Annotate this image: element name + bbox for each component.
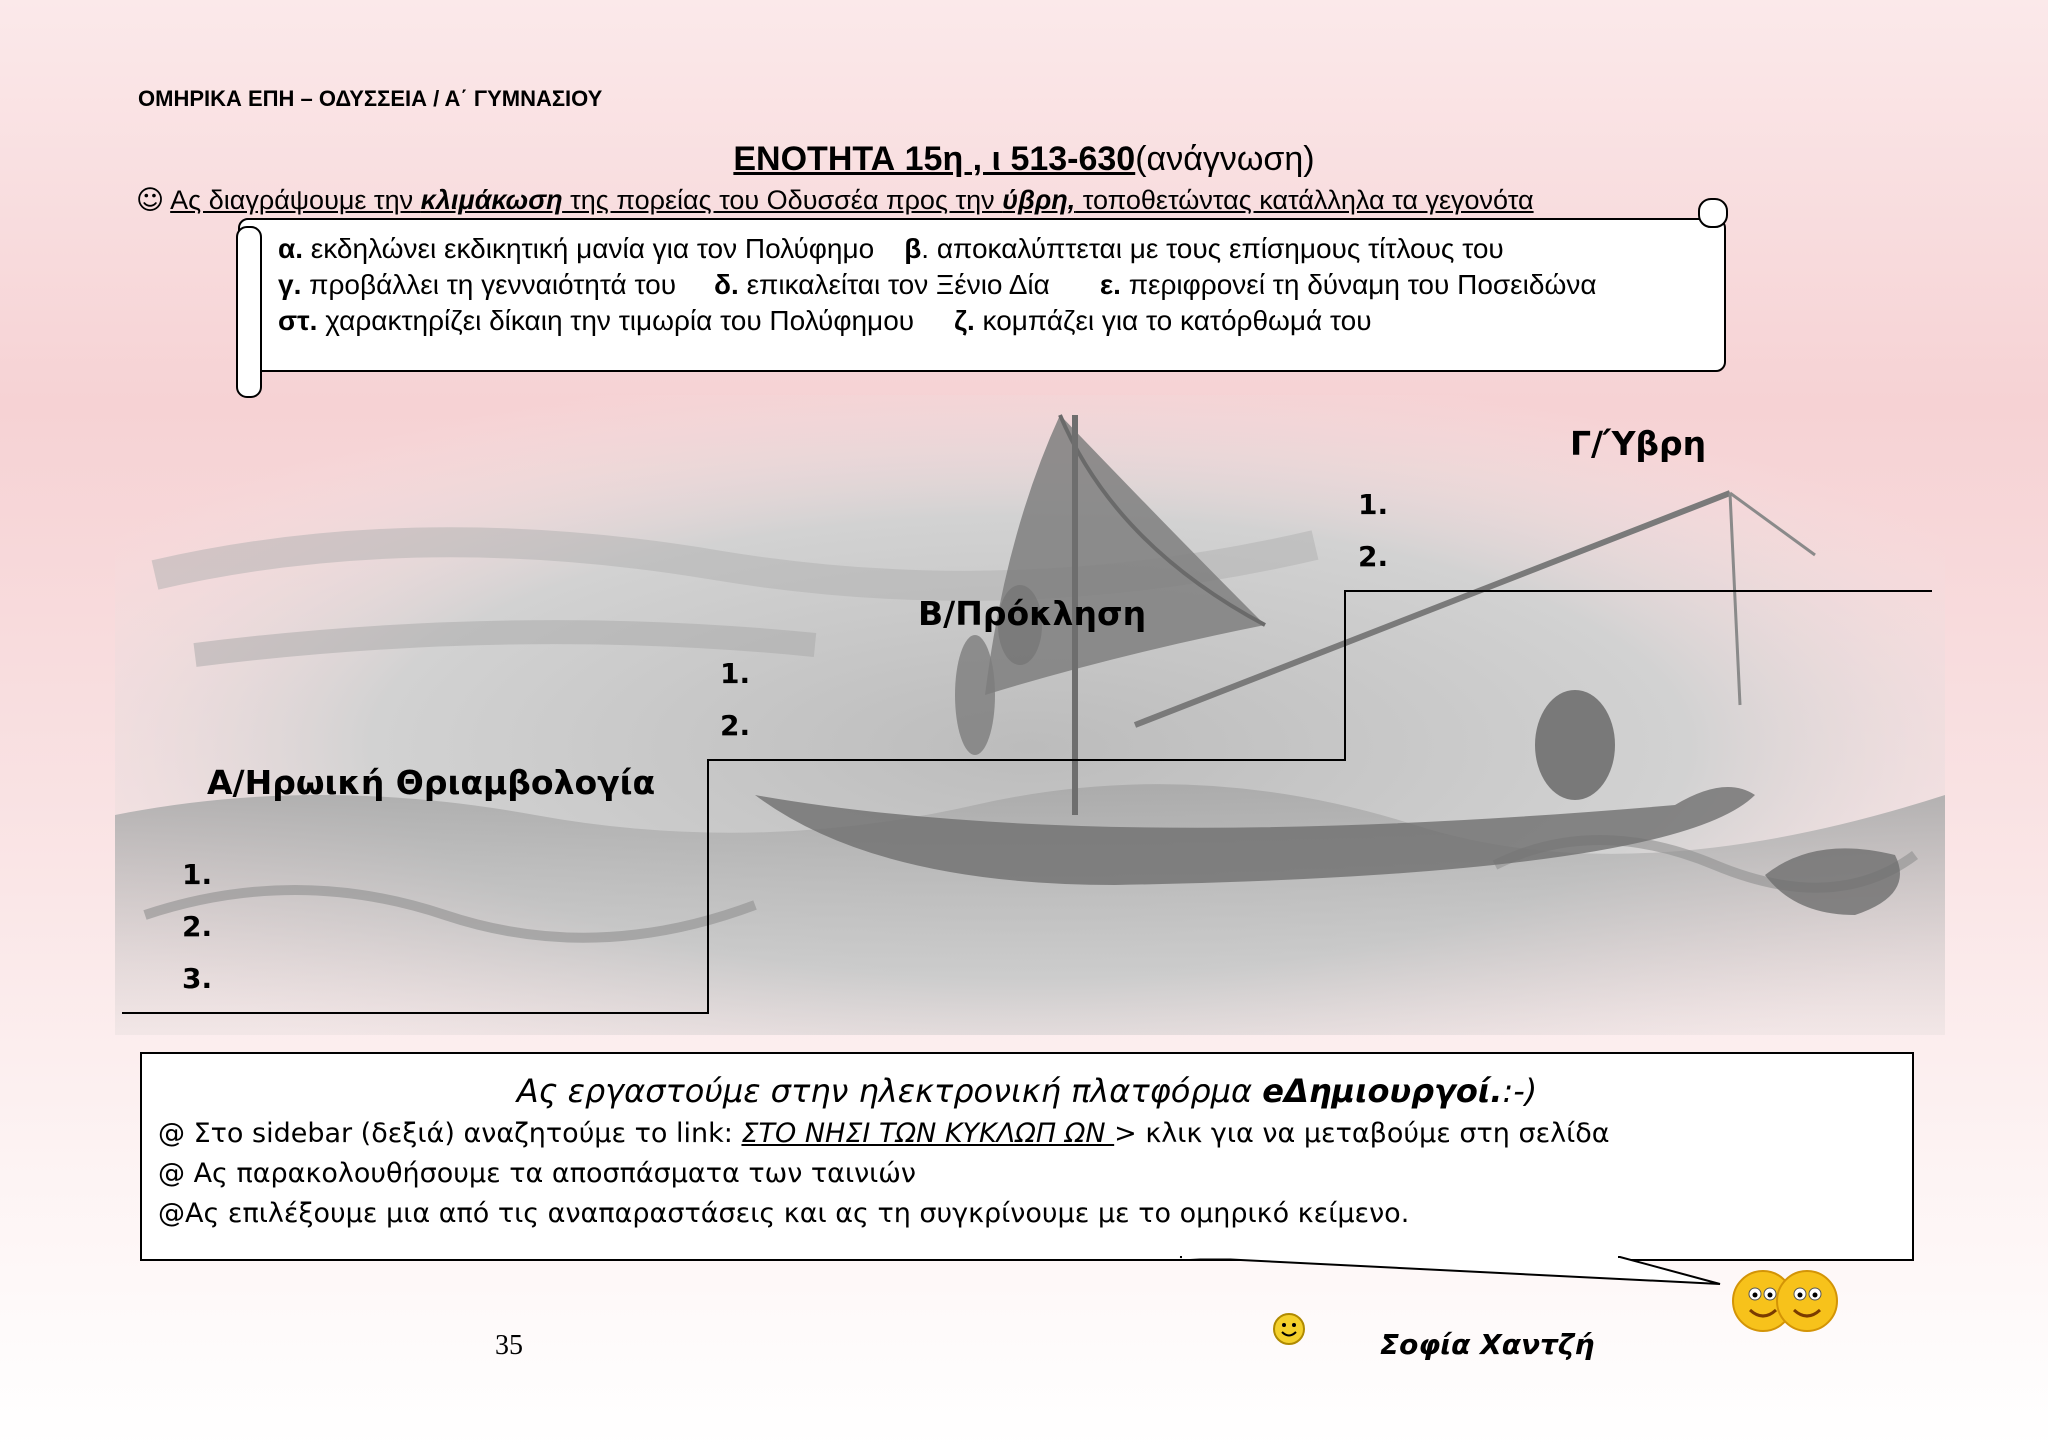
step-a-label: Α/Ηρωική Θριαμβολογία	[207, 763, 656, 802]
unit-title-note: (ανάγνωση)	[1135, 140, 1315, 178]
platform-line-2: @ Ας παρακολουθήσουμε τα αποσπάσματα των ταινιών	[158, 1158, 916, 1189]
step-c-label: Γ/Ύβρη	[1570, 424, 1707, 463]
platform-line-1: @ Στο sidebar (δεξιά) αναζητούμε το link: ΣΤΟ ΝΗΣΙ ΤΩΝ ΚΥΚΛΩΠ ΩΝ > κλικ για να μεταβούμε στη σελίδα	[158, 1118, 1610, 1149]
two-smileys-icon	[1730, 1268, 1840, 1334]
unit-title-main: ΕΝΟΤΗΤΑ 15η , ι 513-630	[733, 140, 1136, 178]
platform-title: Ας εργαστούμε στην ηλεκτρονική πλατφόρμα eΔημιουργοί.:-)	[516, 1072, 1538, 1110]
options-row-2: γ. προβάλλει τη γενναιότητά του δ. επικαλείται τον Ξένιο Δία ε. περιφρονεί τη δύναμη του Ποσειδώνα	[278, 269, 1597, 300]
step-c-item-1: 1.	[1358, 488, 1389, 521]
platform-line-3: @Ας επιλέξουμε μια από τις αναπαραστάσεις και ας τη συγκρίνουμε με το ομηρικό κείμενο.	[158, 1198, 1410, 1229]
kyklopes-link[interactable]: ΣΤΟ ΝΗΣΙ ΤΩΝ ΚΥΚΛΩΠ ΩΝ	[741, 1118, 1115, 1149]
step-b-item-2: 2.	[720, 709, 751, 742]
options-row-1: α. εκδηλώνει εκδικητική μανία για τον Πολύφημο β. αποκαλύπτεται με τους επίσημους τίτλους του	[278, 233, 1504, 264]
smiley-icon: ☺	[136, 185, 165, 216]
options-row-3: στ. χαρακτηρίζει δίκαιη την τιμωρία του Πολύφημου ζ. κομπάζει για το κατόρθωμά του	[278, 305, 1372, 336]
author-name: Σοφία Χαντζή	[1380, 1328, 1595, 1361]
step-a-item-2: 2.	[182, 910, 213, 943]
page-number: 35	[495, 1330, 523, 1361]
step-c-item-2: 2.	[1358, 540, 1389, 573]
instruction-text: Ας διαγράψουμε την κλιμάκωση της πορείας του Οδυσσέα προς την ύβρη, τοποθετώντας κατάλληλα τα γεγονότα	[170, 185, 1534, 215]
document-header: ΟΜΗΡΙΚΑ ΕΠΗ – ΟΔΥΣΣΕΙΑ / Α΄ ΓΥΜΝΑΣΙΟΥ	[138, 86, 603, 111]
step-a-item-1: 1.	[182, 858, 213, 891]
step-b-item-1: 1.	[720, 657, 751, 690]
small-smiley-icon	[1272, 1312, 1306, 1346]
step-a-item-3: 3.	[182, 962, 213, 995]
step-b-label: Β/Πρόκληση	[918, 594, 1147, 633]
